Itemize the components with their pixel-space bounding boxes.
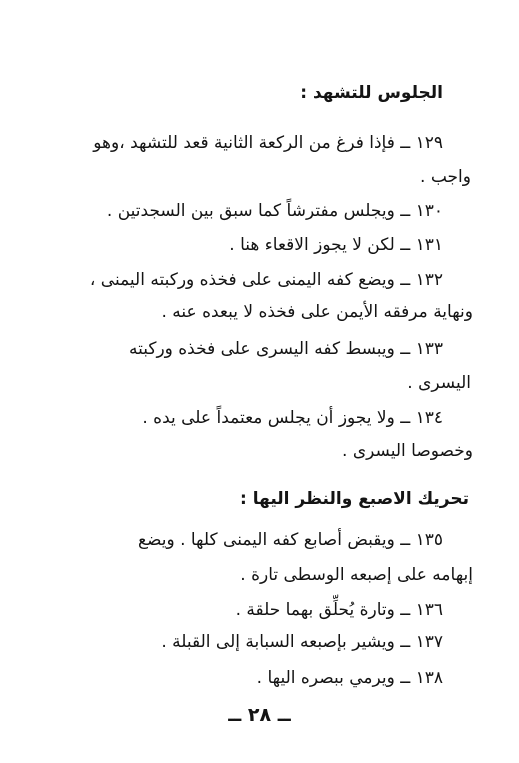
paragraph-line: ١٣١ ــ لكن لا يجوز الاقعاء هنا . bbox=[229, 235, 443, 255]
paragraph-line: ١٣٣ ــ ويبسط كفه اليسرى على فخذه وركبته bbox=[128, 339, 443, 359]
paragraph-line: ١٣٤ ــ ولا يجوز أن يجلس معتمداً على يده . bbox=[142, 408, 443, 428]
paragraph-line: ١٣٦ ــ وتارة يُحلِّق بهما حلقة . bbox=[235, 600, 443, 620]
paragraph-line: واجب . bbox=[420, 167, 471, 187]
paragraph-line: ١٣٨ ــ ويرمي ببصره اليها . bbox=[256, 668, 443, 688]
paragraph-line: ١٣٧ ــ ويشير بإصبعه السبابة إلى القبلة . bbox=[161, 632, 443, 652]
paragraph-line: ١٣٠ ــ ويجلس مفترشاً كما سبق بين السجدتين . bbox=[106, 201, 443, 221]
paragraph-line: ١٣٢ ــ ويضع كفه اليمنى على فخذه وركبته اليمنى ، bbox=[89, 270, 443, 290]
section-heading: الجلوس للتشهد : bbox=[300, 83, 443, 103]
paragraph-line: ونهاية مرفقه الأيمن على فخذه لا يبعده عنه . bbox=[161, 302, 473, 322]
paragraph-line: ١٣٥ ــ ويقبض أصابع كفه اليمنى كلها . ويضع bbox=[137, 530, 443, 550]
paragraph-line: اليسرى . bbox=[407, 373, 471, 393]
paragraph-line: ١٢٩ ــ فإذا فرغ من الركعة الثانية قعد للتشهد ،وهو bbox=[93, 133, 443, 153]
section-heading: تحريك الاصبع والنظر اليها : bbox=[240, 489, 469, 509]
paragraph-line: إبهامه على إصبعه الوسطى تارة . bbox=[240, 565, 473, 585]
paragraph-line: وخصوصا اليسرى . bbox=[342, 441, 473, 461]
page-number: ــ ٢٨ ــ bbox=[228, 704, 291, 726]
